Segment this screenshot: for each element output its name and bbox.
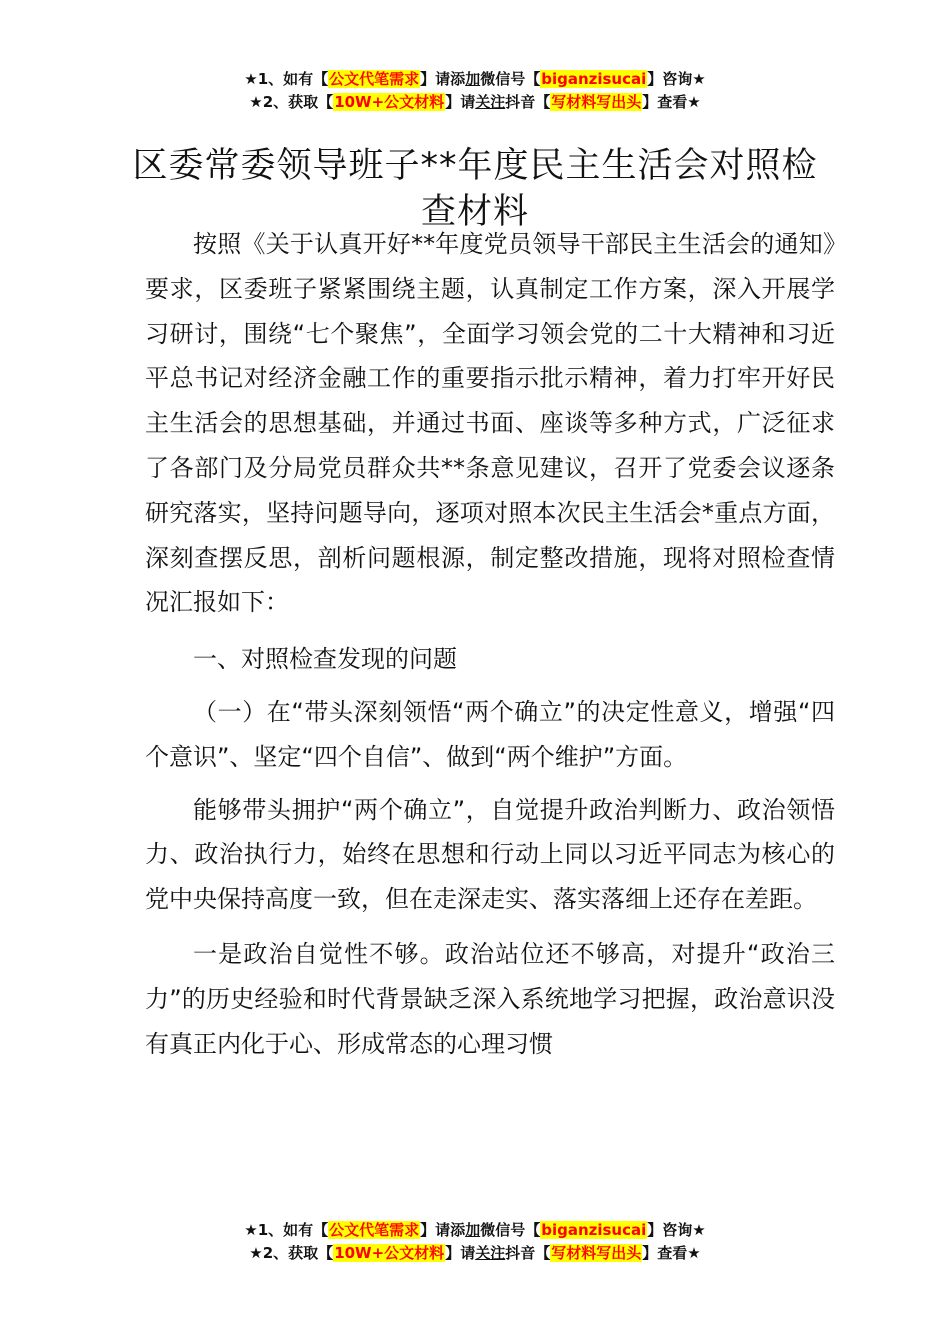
banner-text: 抖音【: [505, 1244, 551, 1262]
banner-text: ★1、如有【: [244, 1221, 329, 1239]
banner-text: 】咨询★: [647, 1221, 706, 1239]
banner-text: 】请添: [420, 70, 466, 88]
underlined-text: 关注: [475, 93, 506, 111]
title-line-2: 查材料: [420, 192, 529, 233]
intro-paragraph: 按照《关于认真开好**年度党员领导干部民主生活会的通知》要求，区委班子紧紧围绕主题，认真制定工作方案，深入开展学习研讨，围绕“七个聚焦”，全面学习领会党的二十大精神和习近平总书记对经济金融工作的重要指示批示精神，着力打牢开好民主生活会的思想基础，并通过书面、座谈等多种方式，广泛征求了各部门及分局党员群众共**条意见建议，召开了党委会议逐条研究落实，坚持问题导向，逐项对照本次民主生活会*重点方面，深刻查摆反思，剖析问题根源，制定整改措施，现将对照检查情况汇报如下：: [145, 230, 835, 617]
highlight-text: 写材料写出头: [551, 93, 642, 111]
banner-text: 微信号【: [480, 70, 541, 88]
highlight-text: 写材料写出头: [551, 1244, 642, 1262]
banner-text: 】查看★: [642, 93, 701, 111]
highlight-text: biganzisucai: [541, 70, 647, 88]
banner-line-1: [0, 1219, 950, 1242]
highlight-text: 公文代笔需求: [329, 70, 420, 88]
bottom-banner: [0, 1219, 950, 1265]
highlight-text: 10W+公文材料: [334, 93, 445, 111]
banner-text: 】咨询★: [647, 70, 706, 88]
banner-text: 】请: [445, 1244, 476, 1262]
banner-line-2: [0, 91, 950, 114]
body-paragraph: 一是政治自觉性不够。政治站位还不够高，对提升“政治三力”的历史经验和时代背景缺乏深入系统地学习把握，政治意识没有真正内化于心、形成常态的心理习惯: [145, 939, 835, 1058]
underlined-text: 关注: [475, 1244, 506, 1262]
underlined-text: 加: [465, 70, 481, 88]
document-body: [145, 222, 835, 1066]
highlight-text: 公文代笔需求: [329, 1221, 420, 1239]
banner-text: ★2、获取【: [249, 1244, 334, 1262]
banner-text: 微信号【: [480, 1221, 541, 1239]
banner-text: 抖音【: [505, 93, 551, 111]
top-banner: [0, 68, 950, 114]
highlight-text: biganzisucai: [541, 1221, 647, 1239]
title-line-1: 区委常委领导班子**年度民主生活会对照检: [132, 146, 818, 187]
banner-line-1: [0, 68, 950, 91]
banner-line-2: [0, 1242, 950, 1265]
banner-text: 】请: [445, 93, 476, 111]
banner-text: ★1、如有【: [244, 70, 329, 88]
banner-text: 】请添: [420, 1221, 466, 1239]
body-paragraph: 能够带头拥护“两个确立”，自觉提升政治判断力、政治领悟力、政治执行力，始终在思想和行动上同以习近平同志为核心的党中央保持高度一致，但在走深走实、落实落细上还存在差距。: [145, 795, 835, 914]
underlined-text: 加: [465, 1221, 481, 1239]
banner-text: 】查看★: [642, 1244, 701, 1262]
highlight-text: 10W+公文材料: [334, 1244, 445, 1262]
subsection-heading: （一）在“带头深刻领悟“两个确立”的决定性意义，增强“四个意识”、坚定“四个自信”、做到“两个维护”方面。: [145, 697, 835, 771]
section-heading: 一、对照检查发现的问题: [193, 645, 457, 674]
banner-text: ★2、获取【: [249, 93, 334, 111]
